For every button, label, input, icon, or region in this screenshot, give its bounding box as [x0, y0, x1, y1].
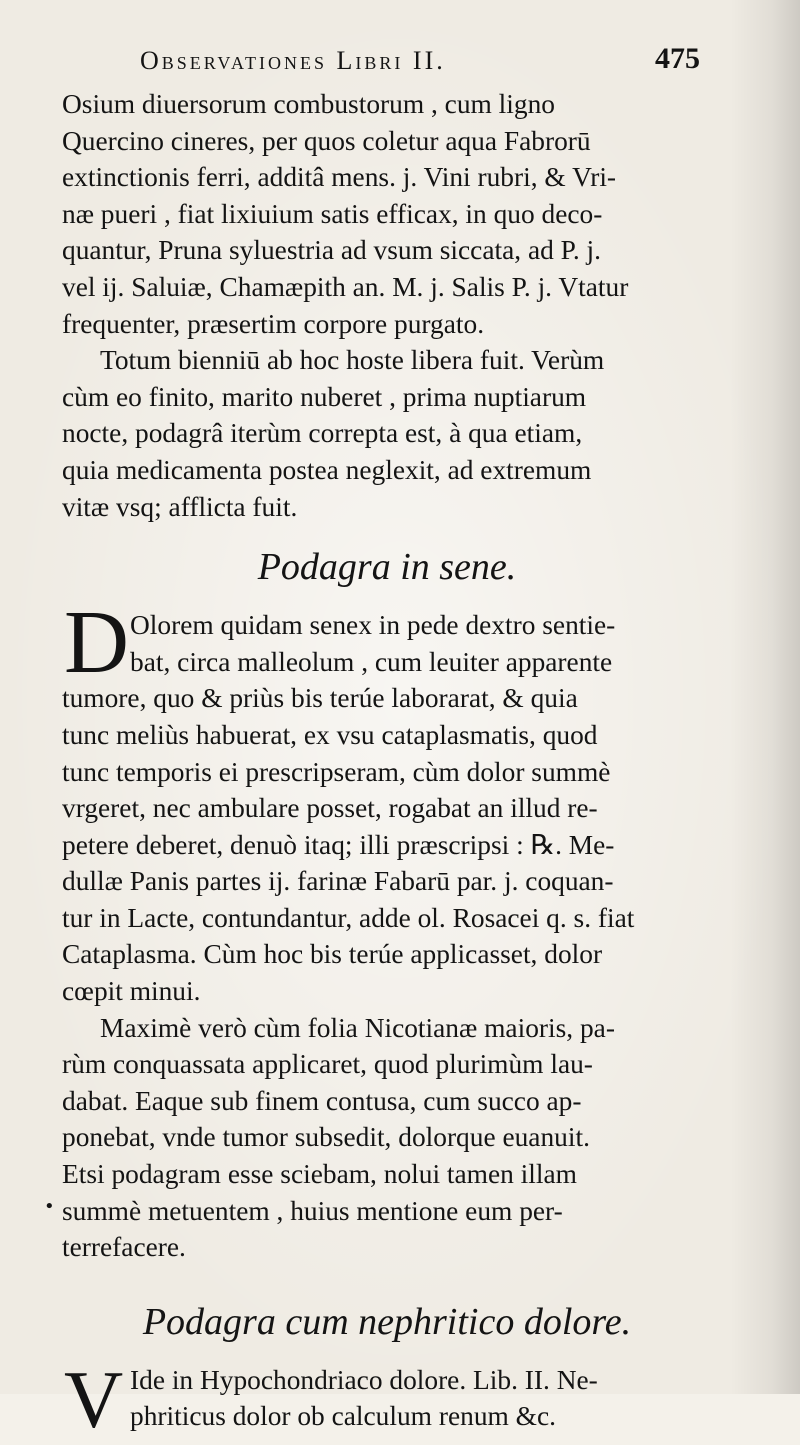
text-line: ponebat, vnde tumor subsedit, dolorque euanuit. — [62, 1122, 590, 1153]
text-line: tur in Lacte, contundantur, adde ol. Rosacei q. s. fiat — [62, 902, 635, 933]
text-line: tunc temporis ei prescripseram, cùm dolor summè — [62, 756, 611, 787]
text-line: Totum bienniū ab hoc hoste libera fuit. Verùm — [100, 345, 605, 376]
paragraph-continued — [62, 86, 712, 342]
text-line: Maximè verò cùm folia Nicotianæ maioris, pa- — [100, 1012, 615, 1043]
text-line: tunc meliùs habuerat, ex vsu cataplasmatis, quod — [62, 719, 598, 750]
text-line: Etsi podagram esse sciebam, nolui tamen illam — [62, 1159, 577, 1190]
text-line: extinctionis ferri, additâ mens. j. Vini rubri, & Vri- — [62, 162, 617, 193]
text-line: tumore, quo & priùs bis terúe laborarat, & quia — [62, 683, 578, 714]
page-header — [140, 40, 700, 88]
text-line: quantur, Pruna syluestria ad vsum siccata, ad P. j. — [62, 235, 601, 266]
text-line: dullæ Panis partes ij. farinæ Fabarū par. j. coquan- — [62, 866, 614, 897]
text-line: summè metuentem , huius mentione eum per- — [62, 1195, 563, 1226]
running-head: Observationes Libri II. — [140, 46, 446, 75]
text-line: quia medicamenta postea neglexit, ad extremum — [62, 454, 592, 485]
text-line: vitæ vsq; afflicta fuit. — [62, 491, 298, 522]
text-line: vrgeret, nec ambulare posset, rogabat an illud re- — [62, 793, 598, 824]
margin-dot-mark: • — [44, 1196, 55, 1217]
section-heading: Podagra in sene. — [257, 546, 517, 589]
section-heading: Podagra cum nephritico dolore. — [142, 1300, 632, 1343]
paragraph — [62, 1010, 712, 1266]
page-gutter-shadow — [730, 0, 800, 1394]
paragraph — [62, 342, 712, 525]
text-line: cùm eo finito, marito nuberet , prima nuptiarum — [62, 381, 587, 412]
page-number: 475 — [655, 42, 700, 75]
paragraph-with-dropcap — [62, 593, 712, 1010]
text-line: petere deberet, denuò itaq; illi præscripsi : ℞. Me- — [62, 829, 615, 860]
text-line: Ide in Hypochondriaco dolore. Lib. II. Ne- — [130, 1364, 598, 1395]
text-line: Cataplasma. Cùm hoc bis terúe applicasset, dolor — [62, 939, 603, 970]
text-line: næ pueri , fiat lixiuium satis efficax, in quo deco- — [62, 198, 603, 229]
text-line: Olorem quidam senex in pede dextro sentie- — [130, 610, 616, 641]
text-block — [62, 86, 712, 1445]
text-line: phriticus dolor ob calculum renum &c. — [130, 1401, 556, 1432]
drop-cap: D — [64, 593, 129, 693]
text-line: Osium diuersorum combustorum , cum ligno — [62, 89, 555, 119]
drop-cap: V — [64, 1353, 124, 1445]
text-line: nocte, podagrâ iterùm correpta est, à qua etiam, — [62, 418, 583, 449]
text-line: dabat. Eaque sub finem contusa, cum succo ap- — [62, 1085, 582, 1116]
text-line: rùm conquassata applicaret, quod plurimùm lau- — [62, 1049, 593, 1080]
text-line: Quercino cineres, per quos coletur aqua Fabrorū — [62, 125, 591, 156]
text-line: frequenter, præsertim corpore purgato. — [62, 308, 485, 339]
text-line: vel ij. Saluiæ, Chamæpith an. M. j. Salis P. j. Vtatur — [62, 271, 629, 302]
text-line: terrefacere. — [62, 1232, 186, 1263]
paragraph-with-dropcap — [62, 1353, 712, 1445]
text-line: cœpit minui. — [62, 976, 201, 1007]
text-line: bat, circa malleolum , cum leuiter apparente — [130, 646, 613, 677]
